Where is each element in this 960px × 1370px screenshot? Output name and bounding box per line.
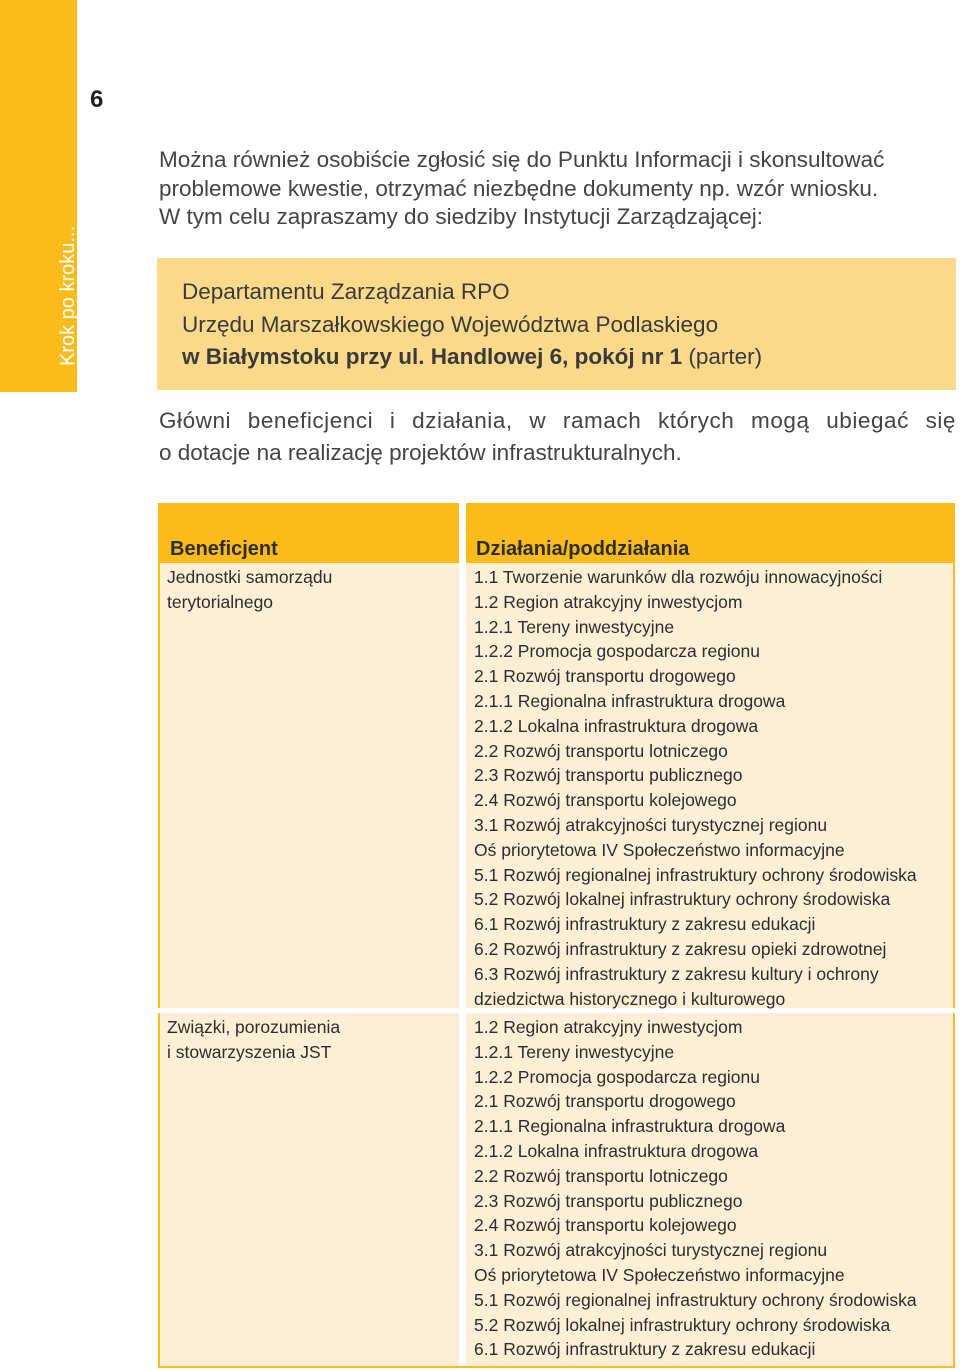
- beneficiaries-intro-line: Główni beneficjenci i działania, w ramach których mogą ubiegać się: [159, 408, 956, 433]
- header-beneficiary: Beneficjent: [170, 538, 278, 560]
- list-item: 2.1.1 Regionalna infrastruktura drogowa: [474, 690, 786, 711]
- list-item: 2.2 Rozwój transportu lotniczego: [474, 740, 728, 761]
- list-item: 2.4 Rozwój transportu kolejowego: [474, 790, 737, 811]
- sidebar-label: Krok po kroku...: [57, 225, 79, 366]
- address-line-department: Departamentu Zarządzania RPO: [182, 279, 510, 304]
- list-item: 5.1 Rozwój regionalnej infrastruktury ochrony środowiska: [474, 864, 917, 885]
- actions-cell: [474, 1015, 917, 1362]
- intro-line: Można również osobiście zgłosić się do Punktu Informacji i skonsultować: [159, 147, 885, 172]
- list-item: 3.1 Rozwój atrakcyjności turystycznej regionu: [474, 814, 828, 835]
- list-item: i stowarzyszenia JST: [167, 1041, 332, 1062]
- list-item: 6.1 Rozwój infrastruktury z zakresu edukacji: [474, 914, 816, 935]
- table-bottom-rule: [158, 1366, 955, 1368]
- list-item: 5.2 Rozwój lokalnej infrastruktury ochrony środowiska: [474, 1314, 891, 1335]
- intro-line: W tym celu zapraszamy do siedziby Instytucji Zarządzającej:: [159, 204, 763, 230]
- address-box: [157, 258, 956, 390]
- actions-cell: [474, 565, 917, 1011]
- page-number: 6: [90, 86, 104, 113]
- list-item: 2.1.2 Lokalna infrastruktura drogowa: [474, 715, 759, 736]
- list-item: Związki, porozumienia: [167, 1017, 341, 1037]
- list-item: dziedzictwa historycznego i kulturowego: [474, 988, 786, 1009]
- list-item: 6.1 Rozwój infrastruktury z zakresu edukacji: [474, 1339, 816, 1360]
- list-item: 5.2 Rozwój lokalnej infrastruktury ochrony środowiska: [474, 889, 891, 910]
- beneficiaries-table: [158, 503, 955, 1368]
- list-item: 2.1 Rozwój transportu drogowego: [474, 666, 736, 687]
- address-street: w Białymstoku przy ul. Handlowej 6, pokój nr 1: [182, 344, 683, 370]
- column-divider: [459, 503, 466, 1368]
- list-item: 1.1 Tworzenie warunków dla rozwóju innowacyjności: [474, 567, 883, 587]
- list-item: Jednostki samorządu: [167, 567, 333, 587]
- list-item: 1.2.1 Tereny inwestycyjne: [474, 1041, 675, 1062]
- list-item: 2.1.2 Lokalna infrastruktura drogowa: [474, 1140, 759, 1161]
- list-item: 2.3 Rozwój transportu publicznego: [474, 765, 743, 786]
- list-item: 1.2 Region atrakcyjny inwestycjom: [474, 1017, 743, 1037]
- list-item: 1.2 Region atrakcyjny inwestycjom: [474, 591, 743, 612]
- list-item: 2.1 Rozwój transportu drogowego: [474, 1091, 736, 1112]
- list-item: 2.4 Rozwój transportu kolejowego: [474, 1215, 737, 1236]
- list-item: 1.2.1 Tereny inwestycyjne: [474, 616, 675, 637]
- header-actions: Działania/poddziałania: [476, 538, 690, 560]
- list-item: 2.3 Rozwój transportu publicznego: [474, 1190, 743, 1211]
- intro-line: problemowe kwestie, otrzymać niezbędne dokumenty np. wzór wniosku.: [159, 175, 879, 201]
- list-item: 6.3 Rozwój infrastruktury z zakresu kultury i ochrony: [474, 963, 879, 984]
- list-item: 1.2.2 Promocja gospodarcza regionu: [474, 641, 761, 662]
- address-line-location: [182, 341, 762, 374]
- address-line-office: Urzędu Marszałkowskiego Województwa Podlaskiego: [182, 311, 719, 337]
- list-item: 2.2 Rozwój transportu lotniczego: [474, 1165, 728, 1186]
- list-item: terytorialnego: [167, 591, 274, 612]
- address-floor: (parter): [682, 344, 763, 370]
- list-item: Oś priorytetowa IV Społeczeństwo informacyjne: [474, 1264, 845, 1285]
- intro-paragraph: [159, 146, 959, 232]
- beneficiary-cell: [167, 1015, 340, 1065]
- beneficiary-column: [158, 563, 459, 1368]
- beneficiaries-intro-line: o dotacje na realizację projektów infrastrukturalnych.: [159, 440, 682, 465]
- list-item: 2.1.1 Regionalna infrastruktura drogowa: [474, 1116, 786, 1137]
- list-item: 1.2.2 Promocja gospodarcza regionu: [474, 1066, 761, 1087]
- list-item: Oś priorytetowa IV Społeczeństwo informacyjne: [474, 839, 845, 860]
- list-item: 3.1 Rozwój atrakcyjności turystycznej regionu: [474, 1240, 828, 1261]
- sidebar-tab: [0, 0, 77, 392]
- list-item: 6.2 Rozwój infrastruktury z zakresu opieki zdrowotnej: [474, 938, 887, 959]
- beneficiaries-intro: [159, 405, 956, 469]
- list-item: 5.1 Rozwój regionalnej infrastruktury ochrony środowiska: [474, 1289, 917, 1310]
- beneficiary-cell: [167, 565, 332, 615]
